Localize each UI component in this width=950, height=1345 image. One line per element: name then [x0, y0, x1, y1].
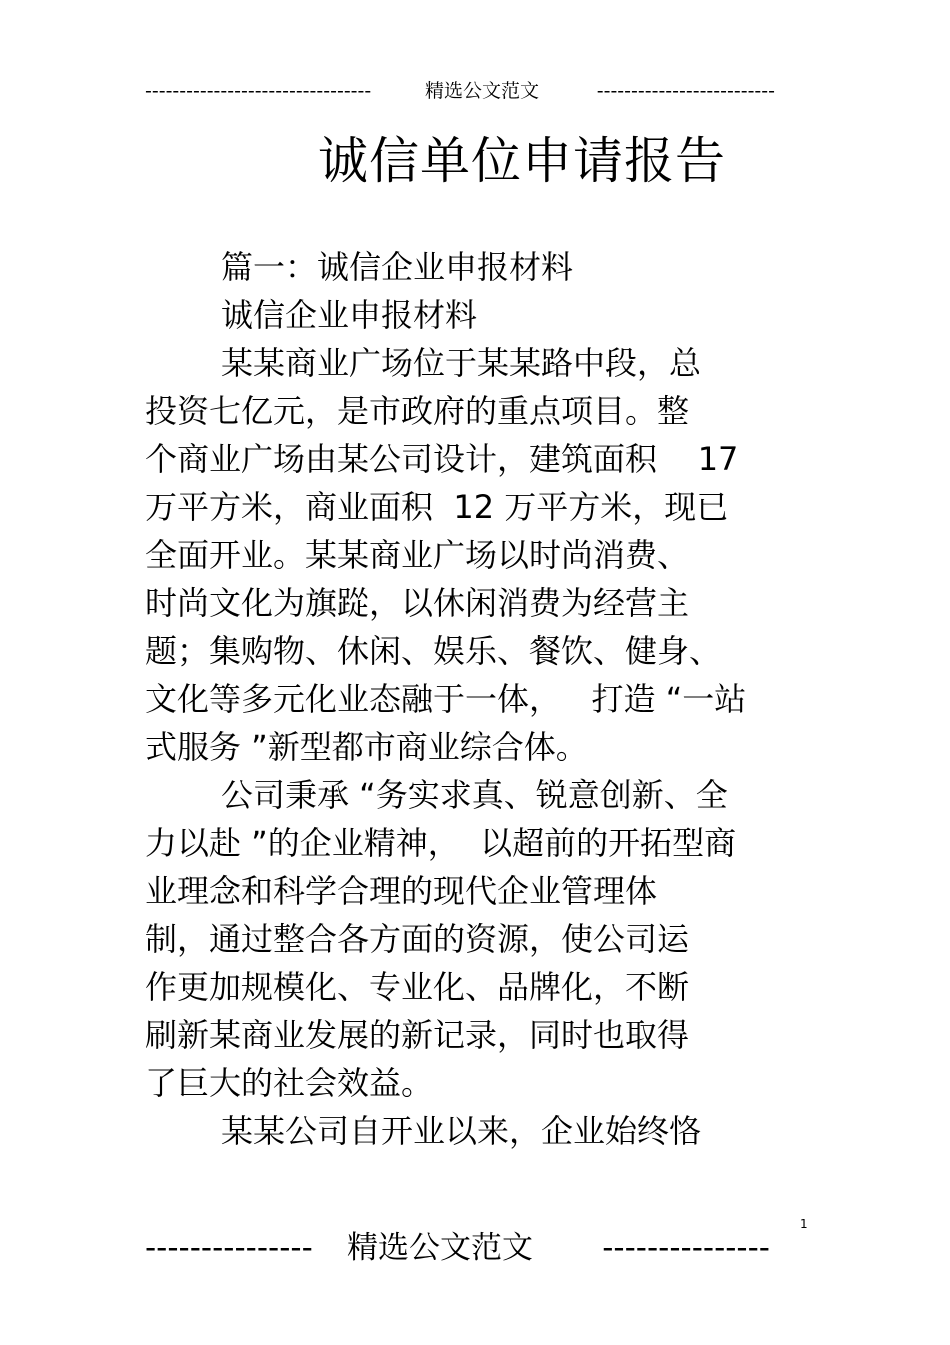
body-line: 力以赴 ”的企业精神， 以超前的开拓型商 — [145, 824, 737, 862]
body-line: 题；集购物、休闲、娱乐、餐饮、健身、 — [145, 632, 722, 670]
body-line: 时尚文化为旗踨，以休闲消费为经营主 — [145, 584, 690, 622]
body-line: 公司秉承 “务实求真、锐意创新、全 — [221, 776, 728, 814]
body-line: 刷新某商业发展的新记录，同时也取得 — [145, 1016, 690, 1054]
footer-dashes-right: --------------- — [602, 1230, 770, 1266]
body-line: 全面开业。某某商业广场以时尚消费、 — [145, 536, 690, 574]
body-line: 某某商业广场位于某某路中段，总 — [221, 344, 702, 382]
body-line: 制，通过整合各方面的资源，使公司运 — [145, 920, 690, 958]
body-line: 业理念和科学合理的现代企业管理体 — [145, 872, 658, 910]
page-number: 1 — [800, 1217, 808, 1231]
body-line: 篇一：诚信企业申报材料 — [221, 248, 574, 286]
body-line: 式服务 ”新型都市商业综合体。 — [145, 728, 588, 766]
footer-label: 精选公文范文 — [347, 1230, 533, 1266]
footer-dashes-left: --------------- — [145, 1230, 313, 1266]
header-label: 精选公文范文 — [425, 80, 540, 102]
body-line: 投资七亿元，是市政府的重点项目。整 — [145, 392, 690, 430]
header-dashes-left: --------------------------------- — [145, 80, 372, 102]
body-line: 万平方米，商业面积 12 万平方米，现已 — [145, 488, 729, 526]
document-body — [145, 243, 845, 1155]
document-title: 诚信单位申请报告 — [318, 132, 726, 190]
body-line: 诚信企业申报材料 — [221, 296, 478, 334]
body-line: 某某公司自开业以来，企业始终恪 — [221, 1112, 702, 1150]
header-dashes-right: -------------------------- — [596, 80, 775, 102]
page-footer — [145, 1224, 770, 1272]
page-header — [145, 76, 775, 106]
body-line: 文化等多元化业态融于一体， 打造 “一站 — [145, 680, 747, 718]
body-line: 作更加规模化、专业化、品牌化，不断 — [145, 968, 690, 1006]
body-line: 个商业广场由某公司设计，建筑面积 17 — [145, 440, 739, 478]
body-line: 了巨大的社会效益。 — [145, 1064, 434, 1102]
